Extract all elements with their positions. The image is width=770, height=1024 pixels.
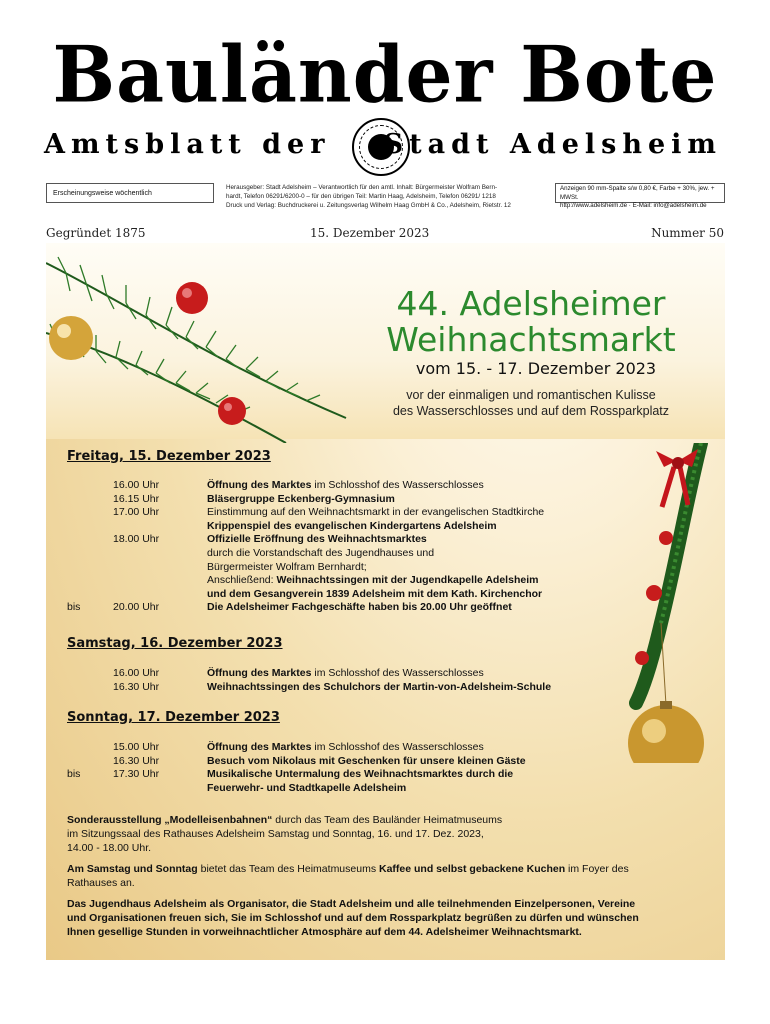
subtitle-left: Amtsblatt der — [44, 129, 331, 160]
frequency-box — [46, 183, 214, 203]
event-description — [207, 479, 637, 492]
event-title: Offizielle Eröffnung des Weihnachtsmarktes — [207, 533, 427, 546]
ads-info-box — [555, 183, 725, 209]
event-description — [207, 588, 637, 601]
special-exhibition-title: Sonderausstellung „Modelleisenbahnen“ — [67, 814, 273, 826]
issue-date: 15. Dezember 2023 — [310, 226, 430, 240]
event-description — [207, 601, 637, 614]
event-time: 15.00 Uhr — [113, 741, 160, 753]
event-title: Bläsergruppe Eckenberg-Gymnasium — [207, 492, 395, 505]
event-title: Besuch vom Nikolaus mit Geschenken für unsere kleinen Gäste — [207, 754, 526, 767]
poster-subtitle-line2: des Wasserschlosses und auf dem Rossparkplatz — [392, 404, 670, 418]
event-description — [207, 547, 637, 560]
publisher-info — [226, 183, 531, 210]
event-title: Weihnachtssingen des Schulchors der Martin-von-Adelsheim-Schule — [207, 680, 552, 693]
coffee-days: Am Samstag und Sonntag — [67, 863, 198, 875]
ads-line: Anzeigen 90 mm-Spalte s/w 0,80 €, Farbe + 30%, jew. + MWSt. — [560, 185, 715, 201]
event-description — [207, 667, 637, 680]
event-time: 16.15 Uhr — [113, 492, 160, 505]
event-time: 20.00 Uhr — [113, 601, 160, 614]
closing-line: und Organisationen freuen sich, Sie im Schlosshof und auf dem Rossparkplatz begrüßen zu dürfen und wünschen — [67, 912, 639, 924]
issue-number: Nummer 50 — [651, 226, 724, 240]
event-description — [207, 755, 637, 768]
event-detail: im Schlosshof des Wasserschlosses — [311, 667, 484, 679]
coffee-offer: Kaffee und selbst gebackene Kuchen — [379, 863, 566, 875]
event-title: Krippenspiel des evangelischen Kindergartens Adelsheim — [207, 519, 497, 532]
closing-line: Das Jugendhaus Adelsheim als Organisator, die Stadt Adelsheim und alle teilnehmenden Einzelpersonen, Vereine — [67, 898, 636, 910]
special-exhibition-text: im Sitzungssaal des Rathauses Adelsheim Samstag und Sonntag, 16. und 17. Dez. 2023, — [67, 828, 484, 840]
publisher-line: Herausgeber: Stadt Adelsheim – Verantwortlich für den amtl. Inhalt: Bürgermeister Wolfram Bern- — [226, 184, 498, 191]
event-time: 16.00 Uhr — [113, 479, 160, 491]
contact-line: http://www.adelsheim.de · E-Mail: info@adelsheim.de — [560, 202, 707, 209]
event-time: 16.00 Uhr — [113, 667, 160, 679]
event-title: Öffnung des Marktes — [207, 479, 312, 491]
special-exhibition-text: durch das Team des Bauländer Heimatmuseums — [272, 814, 503, 826]
event-detail: durch die Vorstandschaft des Jugendhauses und — [207, 547, 435, 559]
event-title: Feuerwehr- und Stadtkapelle Adelsheim — [207, 781, 407, 794]
coffee-text: Rathauses an. — [67, 877, 135, 889]
event-description — [207, 533, 637, 546]
coffee-text: bietet das Team des Heimatmuseums — [197, 863, 379, 875]
event-time: 16.30 Uhr — [113, 754, 160, 767]
poster-dates: vom 15. - 17. Dezember 2023 — [415, 359, 657, 378]
day-heading-sunday: Sonntag, 17. Dezember 2023 — [67, 710, 280, 725]
event-description — [207, 506, 637, 519]
poster-title-line2: Weihnachtsmarkt — [386, 320, 676, 359]
event-description — [207, 561, 637, 574]
newspaper-title: Bauländer Bote — [52, 29, 718, 121]
publisher-line: Druck und Verlag: Buchdruckerei u. Zeitungsverlag Wilhelm Haag GmbH & Co., Adelsheim, Rietstr. 12 — [226, 202, 511, 209]
masthead — [0, 0, 770, 270]
closing-line: Ihnen gesellige Stunden in vorweihnachtlicher Atmosphäre auf dem 44. Adelsheimer Weihnachtsmarkt. — [67, 926, 582, 938]
event-description — [207, 782, 637, 795]
coffee-notice — [67, 862, 707, 890]
event-detail: im Schlosshof des Wasserschlosses — [311, 741, 484, 753]
until-label: bis — [67, 768, 81, 781]
special-exhibition — [67, 813, 707, 855]
event-title: Die Adelsheimer Fachgeschäfte haben bis 20.00 Uhr geöffnet — [207, 601, 512, 614]
poster-subtitle-line1: vor der einmaligen und romantischen Kulisse — [406, 388, 656, 402]
special-exhibition-hours: 14.00 - 18.00 Uhr. — [67, 842, 152, 854]
frequency-text: Erscheinungsweise wöchentlich — [53, 190, 152, 197]
event-description — [207, 493, 637, 506]
event-description — [207, 741, 637, 754]
event-detail: Einstimmung auf den Weihnachtsmarkt in der evangelischen Stadtkirche — [207, 506, 545, 519]
event-time: 17.00 Uhr — [113, 506, 160, 519]
day-heading-friday: Freitag, 15. Dezember 2023 — [67, 449, 271, 464]
event-title: Weihnachtssingen mit der Jugendkapelle Adelsheim — [276, 574, 539, 587]
event-time: 18.00 Uhr — [113, 533, 160, 546]
event-time: 17.30 Uhr — [113, 768, 160, 781]
closing-message — [67, 897, 707, 939]
subtitle-right: Stadt Adelsheim — [383, 129, 722, 160]
event-detail: Bürgermeister Wolfram Bernhardt; — [207, 560, 367, 573]
event-description — [207, 768, 637, 781]
event-time: 16.30 Uhr — [113, 680, 160, 693]
day-heading-saturday: Samstag, 16. Dezember 2023 — [67, 636, 283, 651]
event-detail: im Schlosshof des Wasserschlosses — [311, 479, 484, 491]
event-title: Öffnung des Marktes — [207, 667, 312, 679]
poster-title-line1: 44. Adelsheimer — [396, 284, 666, 323]
coffee-text: im Foyer des — [565, 863, 629, 875]
publisher-line: hardt, Telefon 06291/6200-0 – für den übrigen Teil: Martin Haag, Adelsheim, Telefon 06291/ 1218 — [226, 193, 496, 200]
fir-branch-ornament-icon — [46, 243, 366, 443]
founded-text: Gegründet 1875 — [46, 226, 146, 240]
event-title: Öffnung des Marktes — [207, 741, 312, 753]
event-title: Musikalische Untermalung des Weihnachtsmarktes durch die — [207, 768, 514, 781]
event-description — [207, 681, 637, 694]
until-label: bis — [67, 601, 81, 614]
event-description — [207, 520, 637, 533]
event-title: und dem Gesangverein 1839 Adelsheim mit dem Kath. Kirchenchor — [207, 587, 543, 600]
event-description — [207, 574, 637, 587]
christmas-market-poster — [46, 243, 725, 960]
event-lead: Anschließend: — [207, 574, 277, 587]
